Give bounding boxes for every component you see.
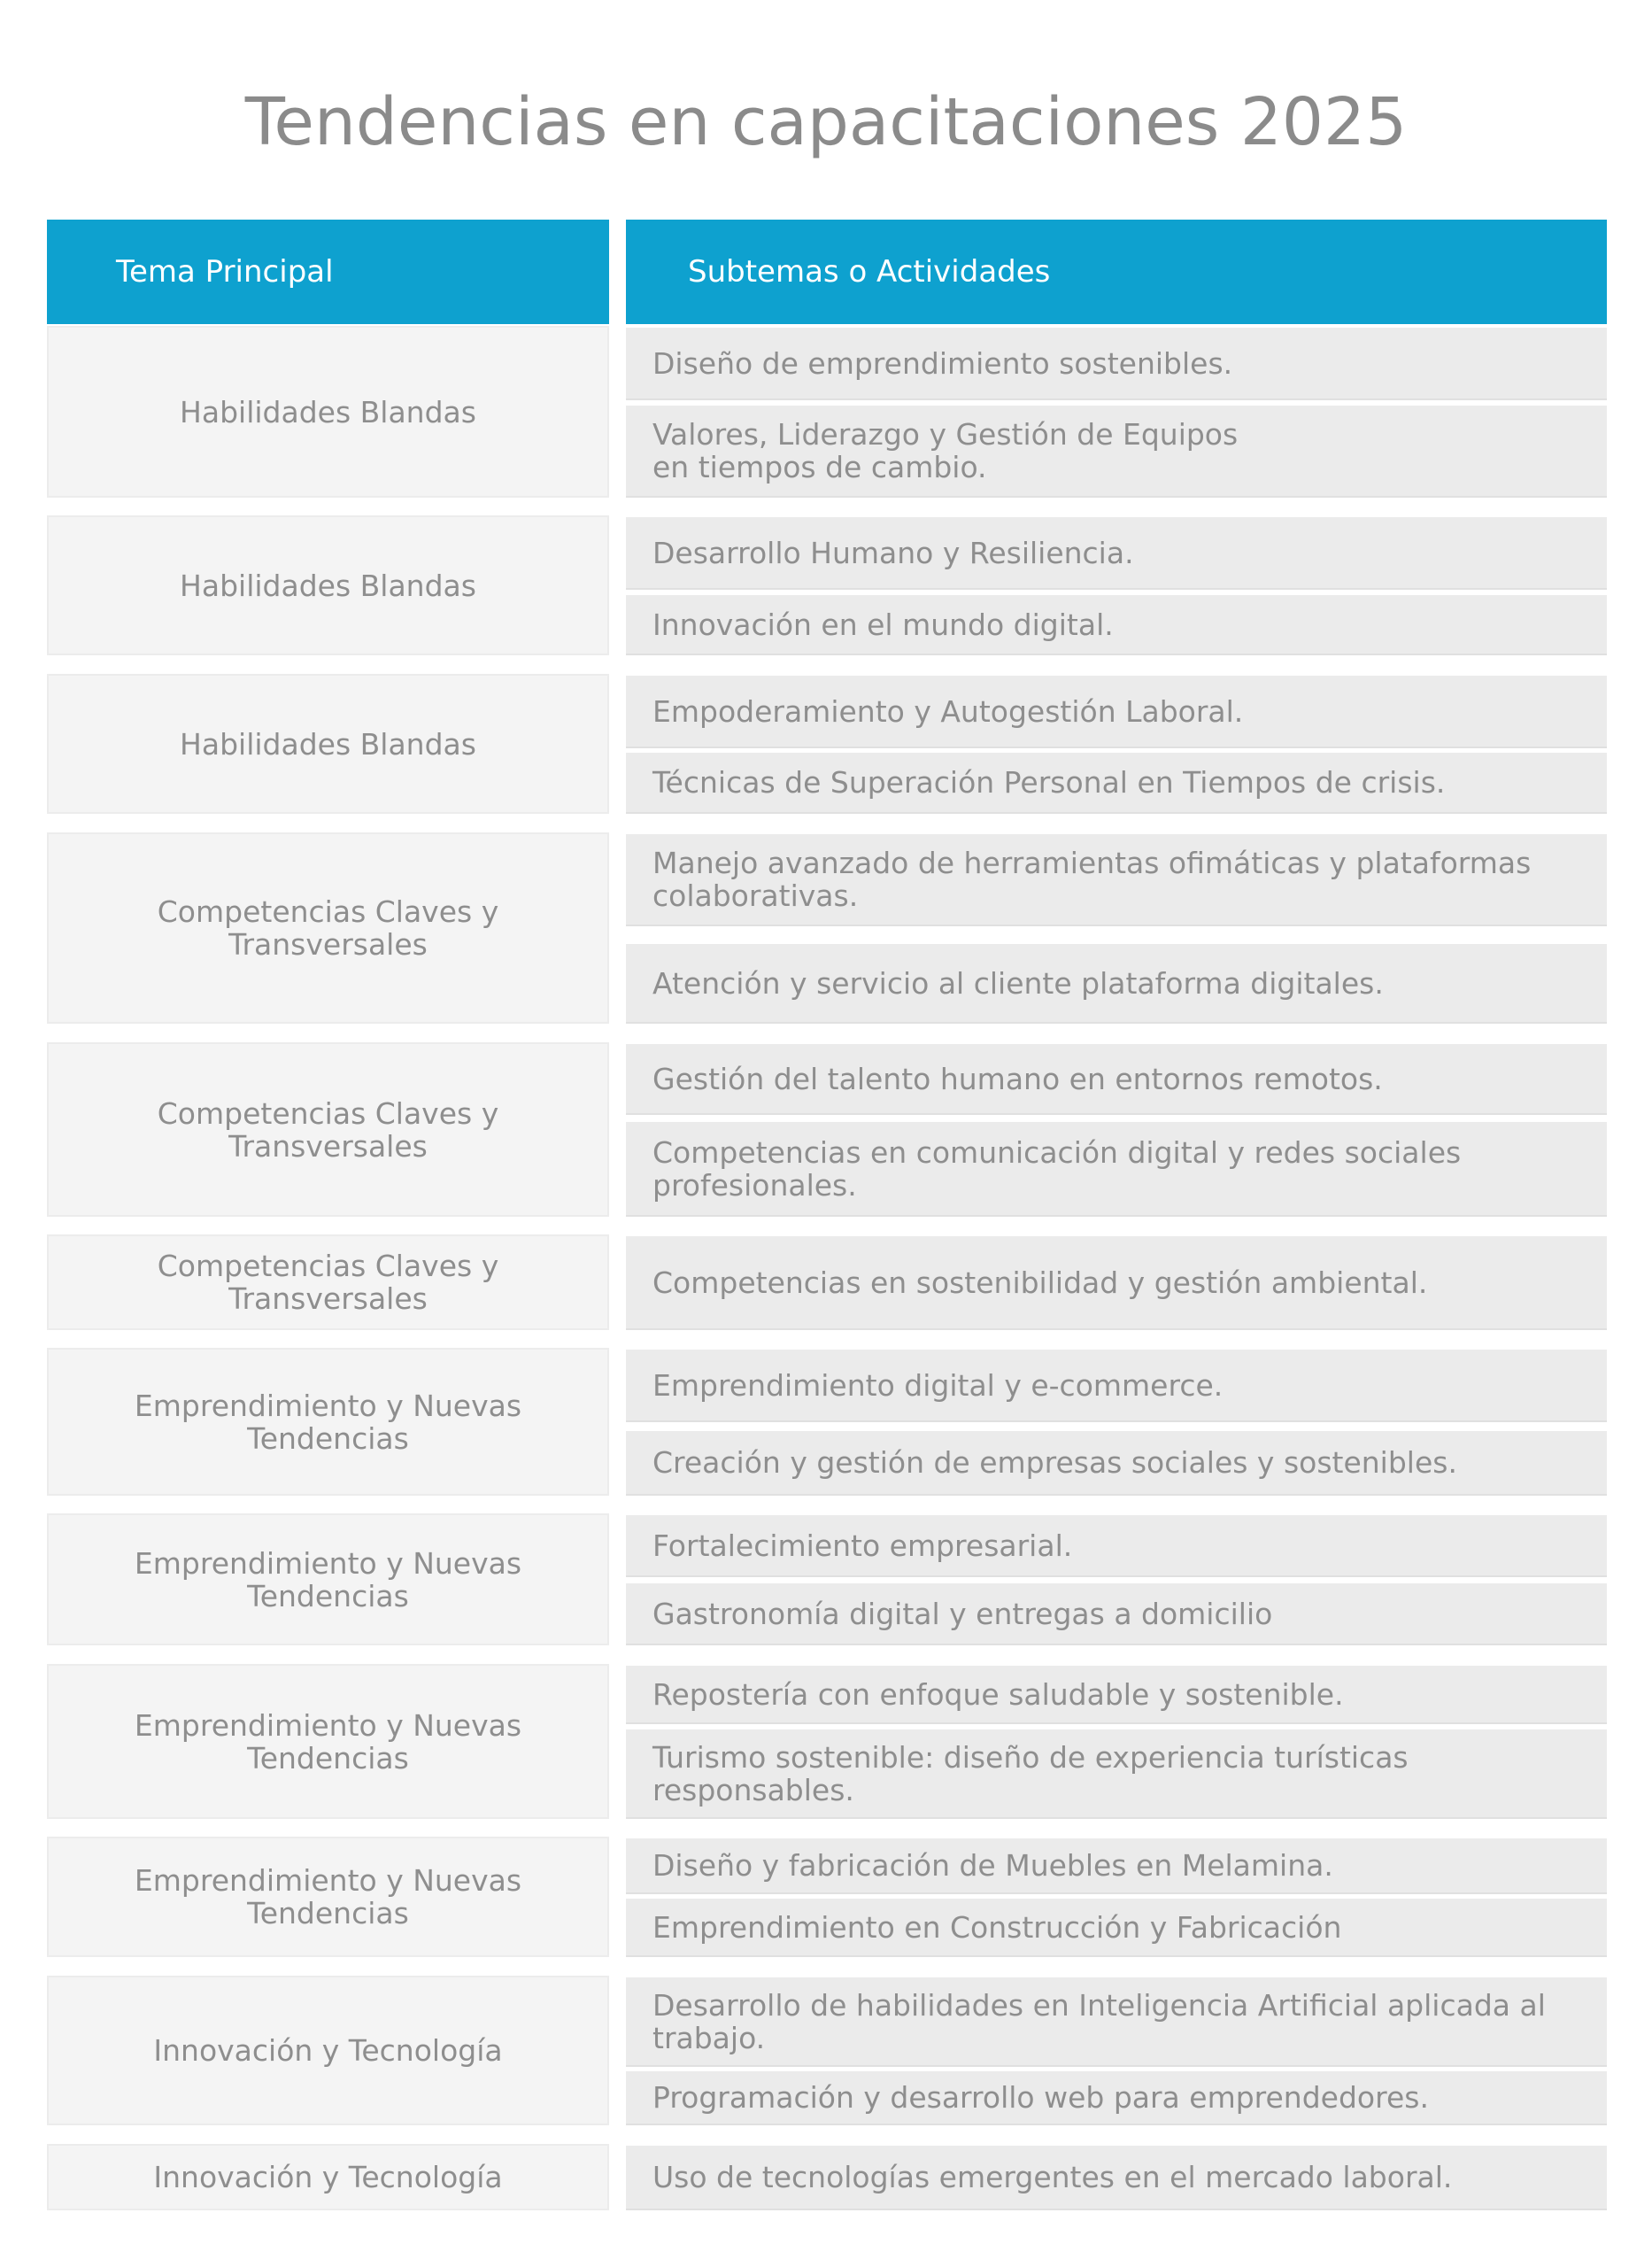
subtopic-cell [626,2146,1607,2210]
header-tema-principal [47,220,609,324]
subtopic-label: Desarrollo Humano y Resiliencia. [652,535,1134,570]
topic-cell [47,1837,609,1957]
topic-label: Innovación y Tecnología [153,2033,503,2068]
subtopic-label: Repostería con enfoque saludable y sostenible. [652,1676,1344,1712]
subtopic-label: Empoderamiento y Autogestión Laboral. [652,693,1244,729]
subtopic-label: Fortalecimiento empresarial. [652,1528,1073,1563]
subtopic-label: Diseño de emprendimiento sostenibles. [652,345,1233,381]
subtopic-cell [626,517,1607,590]
subtopic-cell [626,406,1607,498]
subtopic-label: Competencias en sostenibilidad y gestión ambiental. [652,1265,1428,1300]
page-title: Tendencias en capacitaciones 2025 [244,84,1408,160]
subtopic-cell [626,1515,1607,1577]
subtopic-label: Creación y gestión de empresas sociales y sostenibles. [652,1445,1457,1480]
subtopic-label: Diseño y fabricación de Muebles en Melamina. [652,1848,1333,1883]
header-subtemas [626,220,1607,324]
subtopic-cell [626,1122,1607,1217]
topic-label: Innovación y Tecnología [153,2160,503,2194]
subtopic-label: Atención y servicio al cliente plataforma digitales. [652,965,1384,1001]
subtopic-cell [626,2071,1607,2125]
subtopic-cell [626,1583,1607,1645]
topic-label: Competencias Claves y Transversales [157,894,499,962]
topic-cell [47,674,609,814]
topic-cell [47,1664,609,1819]
topic-cell [47,832,609,1024]
subtopic-cell [626,1044,1607,1115]
subtopic-cell [626,944,1607,1024]
subtopic-label: Manejo avanzado de herramientas ofimáticas y plataformas colaborativas. [652,846,1532,913]
subtopic-cell [626,1977,1607,2067]
subtopic-cell [626,1899,1607,1957]
topic-cell [47,1348,609,1496]
subtopic-cell [626,753,1607,814]
subtopic-label: Competencias en comunicación digital y redes sociales profesionales. [652,1134,1462,1203]
subtopic-label: Gestión del talento humano en entornos remotos. [652,1061,1383,1096]
topic-label: Habilidades Blandas [180,726,476,762]
topic-label: Emprendimiento y Nuevas Tendencias [134,1545,522,1613]
subtopic-label: Turismo sostenible: diseño de experiencia turísticas responsables. [652,1739,1409,1807]
subtopic-label: Programación y desarrollo web para emprendedores. [652,2080,1429,2115]
subtopic-cell [626,1666,1607,1724]
topic-cell [47,1042,609,1217]
subtopic-cell [626,1236,1607,1330]
subtopic-label: Gastronomía digital y entregas a domicilio [652,1596,1273,1631]
topic-cell [47,515,609,655]
topic-cell [47,1976,609,2125]
subtopic-label: Emprendimiento en Construcción y Fabricación [652,1909,1342,1945]
subtopic-cell [626,676,1607,748]
topic-label: Emprendimiento y Nuevas Tendencias [134,1863,522,1930]
subtopic-cell [626,1350,1607,1422]
topic-label: Competencias Claves y Transversales [157,1095,499,1164]
subtopic-label: Técnicas de Superación Personal en Tiempos de crisis. [652,765,1446,800]
topic-label: Competencias Claves y Transversales [157,1249,499,1316]
subtopic-cell [626,595,1607,655]
topic-cell [47,2144,609,2210]
subtopic-label: Desarrollo de habilidades en Inteligencia Artificial aplicada al trabajo. [652,1987,1546,2055]
header-tema-principal-label: Tema Principal [116,254,334,290]
subtopic-cell [626,834,1607,926]
subtopic-label: Uso de tecnologías emergentes en el mercado laboral. [652,2160,1453,2194]
subtopic-cell [626,328,1607,400]
subtopic-cell [626,1729,1607,1819]
topic-cell [47,1513,609,1645]
topic-label: Habilidades Blandas [180,568,476,603]
subtopic-label: Emprendimiento digital y e-commerce. [652,1367,1224,1403]
header-subtemas-label: Subtemas o Actividades [688,254,1051,290]
topic-label: Habilidades Blandas [180,394,476,429]
topic-cell [47,326,609,498]
topic-cell [47,1234,609,1330]
topic-label: Emprendimiento y Nuevas Tendencias [134,1707,522,1776]
subtopic-cell [626,1838,1607,1894]
subtopic-label: Valores, Liderazgo y Gestión de Equipos en tiempos de cambio. [652,417,1239,484]
subtopic-cell [626,1431,1607,1496]
subtopic-label: Innovación en el mundo digital. [652,607,1114,642]
topic-label: Emprendimiento y Nuevas Tendencias [134,1388,522,1456]
